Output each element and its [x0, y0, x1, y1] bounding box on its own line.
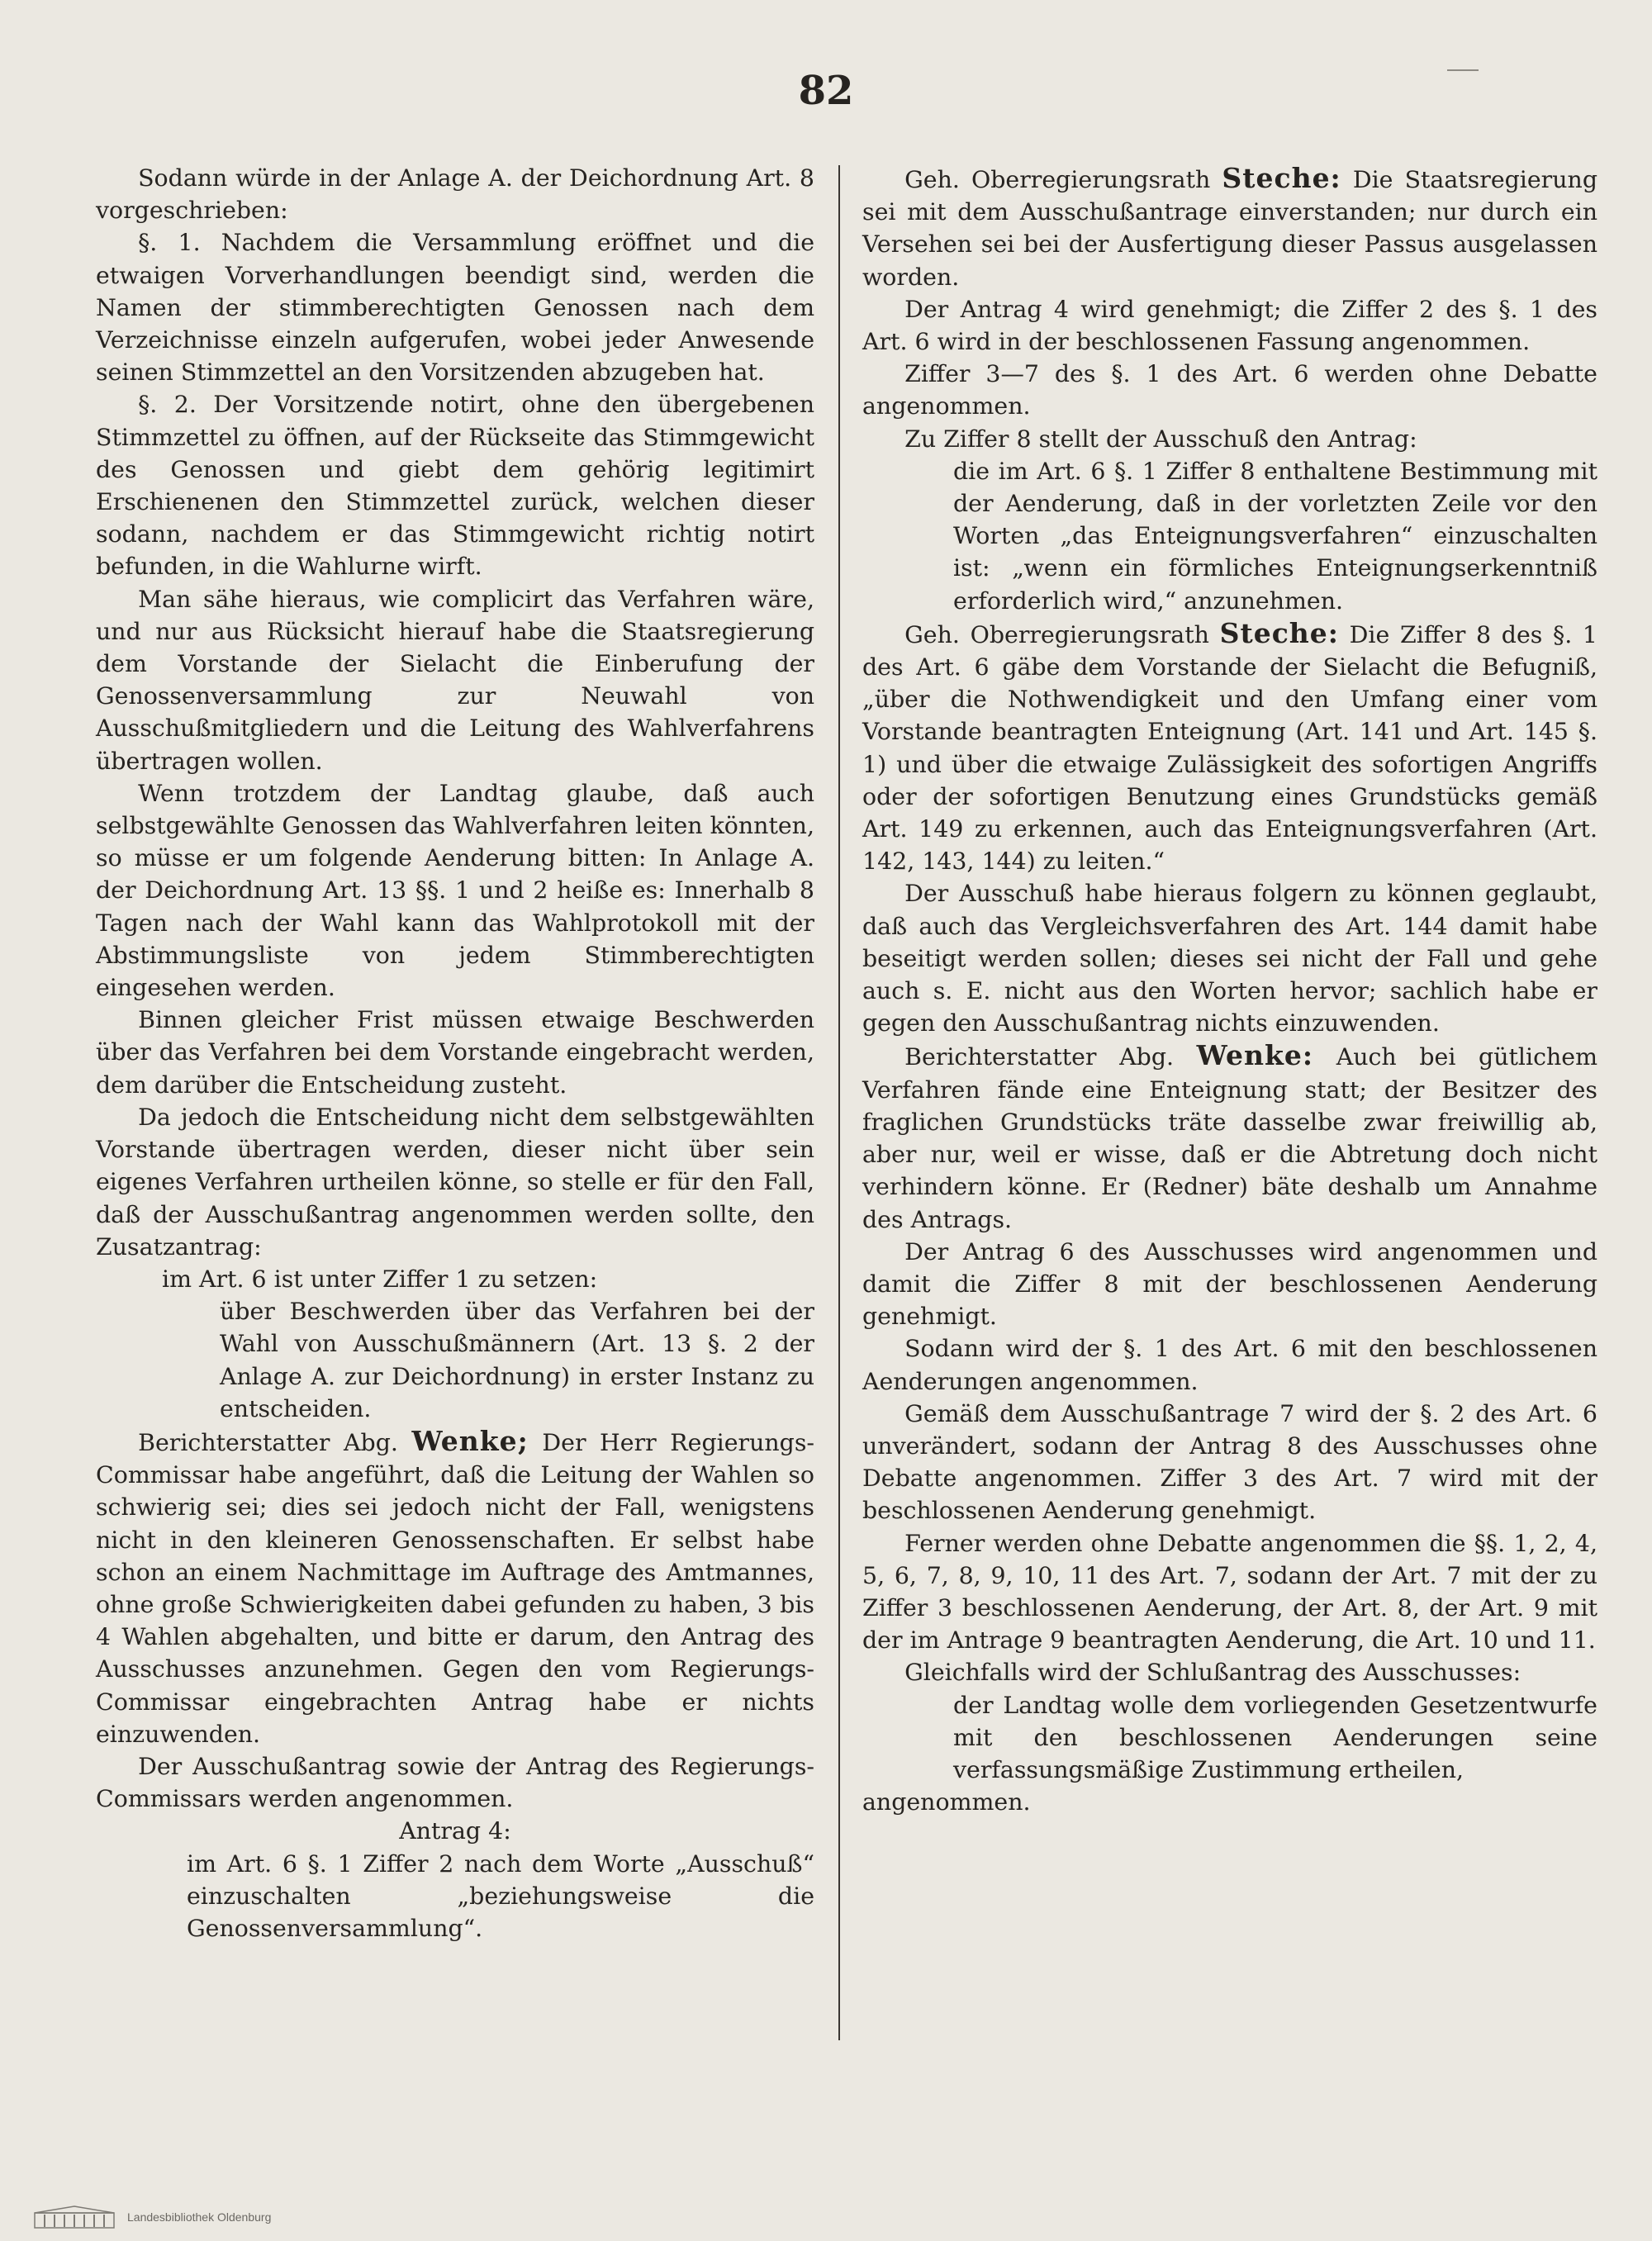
- speech-wenke: [862, 1039, 1597, 1235]
- paragraph: angenommen.: [862, 1788, 1031, 1816]
- paragraph: Ziffer 3—7 des §. 1 des Art. 6 werden ohne Debatte angenommen.: [862, 360, 1597, 420]
- zusatz-text: über Beschwerden über das Verfahren bei der Wahl von Ausschußmännern (Art. 13 §. 2 der Anlage A. zur Deichordnung) in erster Instanz zu entscheiden.: [220, 1298, 814, 1422]
- library-name: Landesbibliothek Oldenburg: [127, 2210, 272, 2224]
- paragraph: Der Antrag 4 wird genehmigt; die Ziffer 2 des §. 1 des Art. 6 wird in der beschlossenen Fassung angenommen.: [862, 295, 1597, 356]
- quote-block: die im Art. 6 §. 1 Ziffer 8 enthaltene Bestimmung mit der Aenderung, daß in der vorletzten Zeile vor den Worten „das Enteignungsverfahren“ einzuschalten ist: „wenn ein förmliches Enteignungserkenntniß erforderlich wird,“ anzunehmen.: [953, 457, 1597, 615]
- speech-text: Die Ziffer 8 des §. 1 des Art. 6 gäbe dem Vorstande der Sielacht die Befugniß, „über die Nothwendigkeit und den Umfang einer vom Vorstande beantragten Enteignung (Art. 141 und Art. 145 §. 1) und über die etwaige Zulässigkeit des sofortigen Angriffs oder der sofortigen Benutzung eines Grundstücks gemäß Art. 149 zu erkennen, auch das Enteignungsverfahren (Art. 142, 143, 144) zu leiten.“: [862, 620, 1597, 876]
- speech-wenke: [96, 1425, 814, 1750]
- speaker-title: Berichterstatter Abg.: [904, 1043, 1175, 1071]
- column-divider: [838, 165, 840, 2040]
- resolution: Der Ausschußantrag sowie der Antrag des Regierungs-Commissars werden angenommen.: [96, 1752, 814, 1813]
- page-number: 82: [798, 68, 854, 114]
- speaker-name: Steche:: [1219, 616, 1339, 649]
- antrag-heading: Antrag 4:: [399, 1817, 511, 1845]
- paragraph: Sodann wird der §. 1 des Art. 6 mit den beschlossenen Aenderungen angenommen.: [862, 1335, 1597, 1395]
- paragraph: Der Ausschuß habe hieraus folgern zu können geglaubt, daß auch das Vergleichsverfahren des Art. 144 damit habe beseitigt werden sollen; dieses sei nicht der Fall und gehe auch s. E. nicht aus den Worten hervor; sachlich habe er gegen den Ausschußantrag nichts einzuwenden.: [862, 880, 1597, 1037]
- paragraph: Zu Ziffer 8 stellt der Ausschuß den Antrag:: [904, 425, 1417, 453]
- corner-mark: [1447, 69, 1479, 71]
- speaker-name: Wenke:: [1196, 1039, 1314, 1072]
- paragraph: Der Antrag 6 des Ausschusses wird angenommen und damit die Ziffer 8 mit der beschlossenen Aenderung genehmigt.: [862, 1237, 1597, 1331]
- paragraph: §. 1. Nachdem die Versammlung eröffnet und die etwaigen Vorverhandlungen beendigt sind, werden die Namen der stimmberechtigten Genossen nach dem Verzeichnisse einzeln aufgerufen, wobei jeder Anwesende seinen Stimmzettel an den Vorsitzenden abzugeben hat.: [96, 229, 814, 387]
- paragraph: Binnen gleicher Frist müssen etwaige Beschwerden über das Verfahren bei dem Vorstande eingebracht werden, dem darüber die Entscheidung zusteht.: [96, 1006, 814, 1099]
- paragraph: Man sähe hieraus, wie complicirt das Verfahren wäre, und nur aus Rücksicht hierauf habe die Staatsregierung dem Vorstande der Sielacht die Einberufung der Genossenversammlung zur Neuwahl von Ausschußmitgliedern und die Leitung des Wahlverfahrens übertragen wollen.: [96, 585, 814, 775]
- library-building-icon: [33, 2205, 116, 2229]
- quote-block: der Landtag wolle dem vorliegenden Gesetzentwurfe mit den beschlossenen Aenderungen seine verfassungsmäßige Zustimmung ertheilen,: [953, 1691, 1597, 1783]
- antrag-text: im Art. 6 §. 1 Ziffer 2 nach dem Worte „Ausschuß“ einzuschalten „beziehungsweise die Genossenversammlung“.: [187, 1849, 814, 1942]
- speaker-name: Wenke;: [411, 1424, 529, 1457]
- right-column: [862, 162, 1597, 1818]
- speech-text: Auch bei gütlichem Verfahren fände eine Enteignung statt; der Besitzer des fraglichen Grundstücks träte dasselbe zwar freiwillig ab, aber nur, weil er wisse, daß er die Abtretung doch nicht verhindern könne. Er (Redner) bäte deshalb um Annahme des Antrags.: [862, 1043, 1597, 1233]
- paragraph: Gemäß dem Ausschußantrage 7 wird der §. 2 des Art. 6 unverändert, sodann der Antrag 8 des Ausschusses ohne Debatte angenommen. Ziffer 3 des Art. 7 wird mit der beschlossenen Aenderung genehmigt.: [862, 1399, 1597, 1525]
- speech-text: Die Staatsregierung sei mit dem Ausschußantrage einverstanden; nur durch ein Versehen sei bei der Ausfertigung dieser Passus ausgelassen worden.: [862, 166, 1597, 291]
- library-footer: [33, 2201, 380, 2234]
- speaker-name: Steche:: [1222, 162, 1341, 194]
- speech-steche: [862, 162, 1597, 293]
- speech-steche: [862, 617, 1597, 878]
- zusatz-intro: im Art. 6 ist unter Ziffer 1 zu setzen:: [162, 1265, 598, 1293]
- speaker-title: Berichterstatter Abg.: [138, 1428, 398, 1456]
- paragraph: Ferner werden ohne Debatte angenommen die §§. 1, 2, 4, 5, 6, 7, 8, 9, 10, 11 des Art. 7, sodann der Art. 7 mit der zu Ziffer 3 beschlossenen Aenderung, der Art. 8, der Art. 9 mit der im Antrage 9 beantragten Aenderung, die Art. 10 und 11.: [862, 1529, 1597, 1655]
- speech-text: Der Herr Regierungs-Commissar habe angeführt, daß die Leitung der Wahlen so schwierig sei; dies sei jedoch nicht der Fall, wenigstens nicht in den kleineren Genossenschaften. Er selbst habe schon an einem Nachmittage im Auftrage des Amtmannes, ohne große Schwierigkeiten dabei gefunden zu haben, 3 bis 4 Wahlen abgehalten, und bitte er darum, den Antrag des Ausschusses anzunehmen. Gegen den vom Regierungs-Commissar eingebrachten Antrag habe er nichts einzuwenden.: [96, 1428, 814, 1748]
- paragraph: Sodann würde in der Anlage A. der Deichordnung Art. 8 vorgeschrieben:: [96, 164, 814, 225]
- paragraph: §. 2. Der Vorsitzende notirt, ohne den übergebenen Stimmzettel zu öffnen, auf der Rückseite das Stimmgewicht des Genossen und giebt dem gehörig legitimirt Erschienenen den Stimmzettel zurück, welchen dieser sodann, nachdem er das Stimmgewicht richtig notirt befunden, in die Wahlurne wirft.: [96, 391, 814, 581]
- paragraph: Da jedoch die Entscheidung nicht dem selbstgewählten Vorstande übertragen werden, dieser nicht über sein eigenes Verfahren urtheilen könne, so stelle er für den Fall, daß der Ausschußantrag angenommen werden sollte, den Zusatzantrag:: [96, 1103, 814, 1261]
- speaker-title: Geh. Oberregierungsrath: [904, 166, 1211, 193]
- paragraph: Gleichfalls wird der Schlußantrag des Ausschusses:: [904, 1659, 1521, 1687]
- paragraph: Wenn trotzdem der Landtag glaube, daß auch selbstgewählte Genossen das Wahlverfahren leiten könnten, so müsse er um folgende Aenderung bitten: In Anlage A. der Deichordnung Art. 13 §§. 1 und 2 heiße es: Innerhalb 8 Tagen nach der Wahl kann das Wahlprotokoll mit der Abstimmungsliste von jedem Stimmberechtigten eingesehen werden.: [96, 779, 814, 1002]
- left-column: [96, 162, 814, 1944]
- speaker-title: Geh. Oberregierungsrath: [904, 620, 1209, 648]
